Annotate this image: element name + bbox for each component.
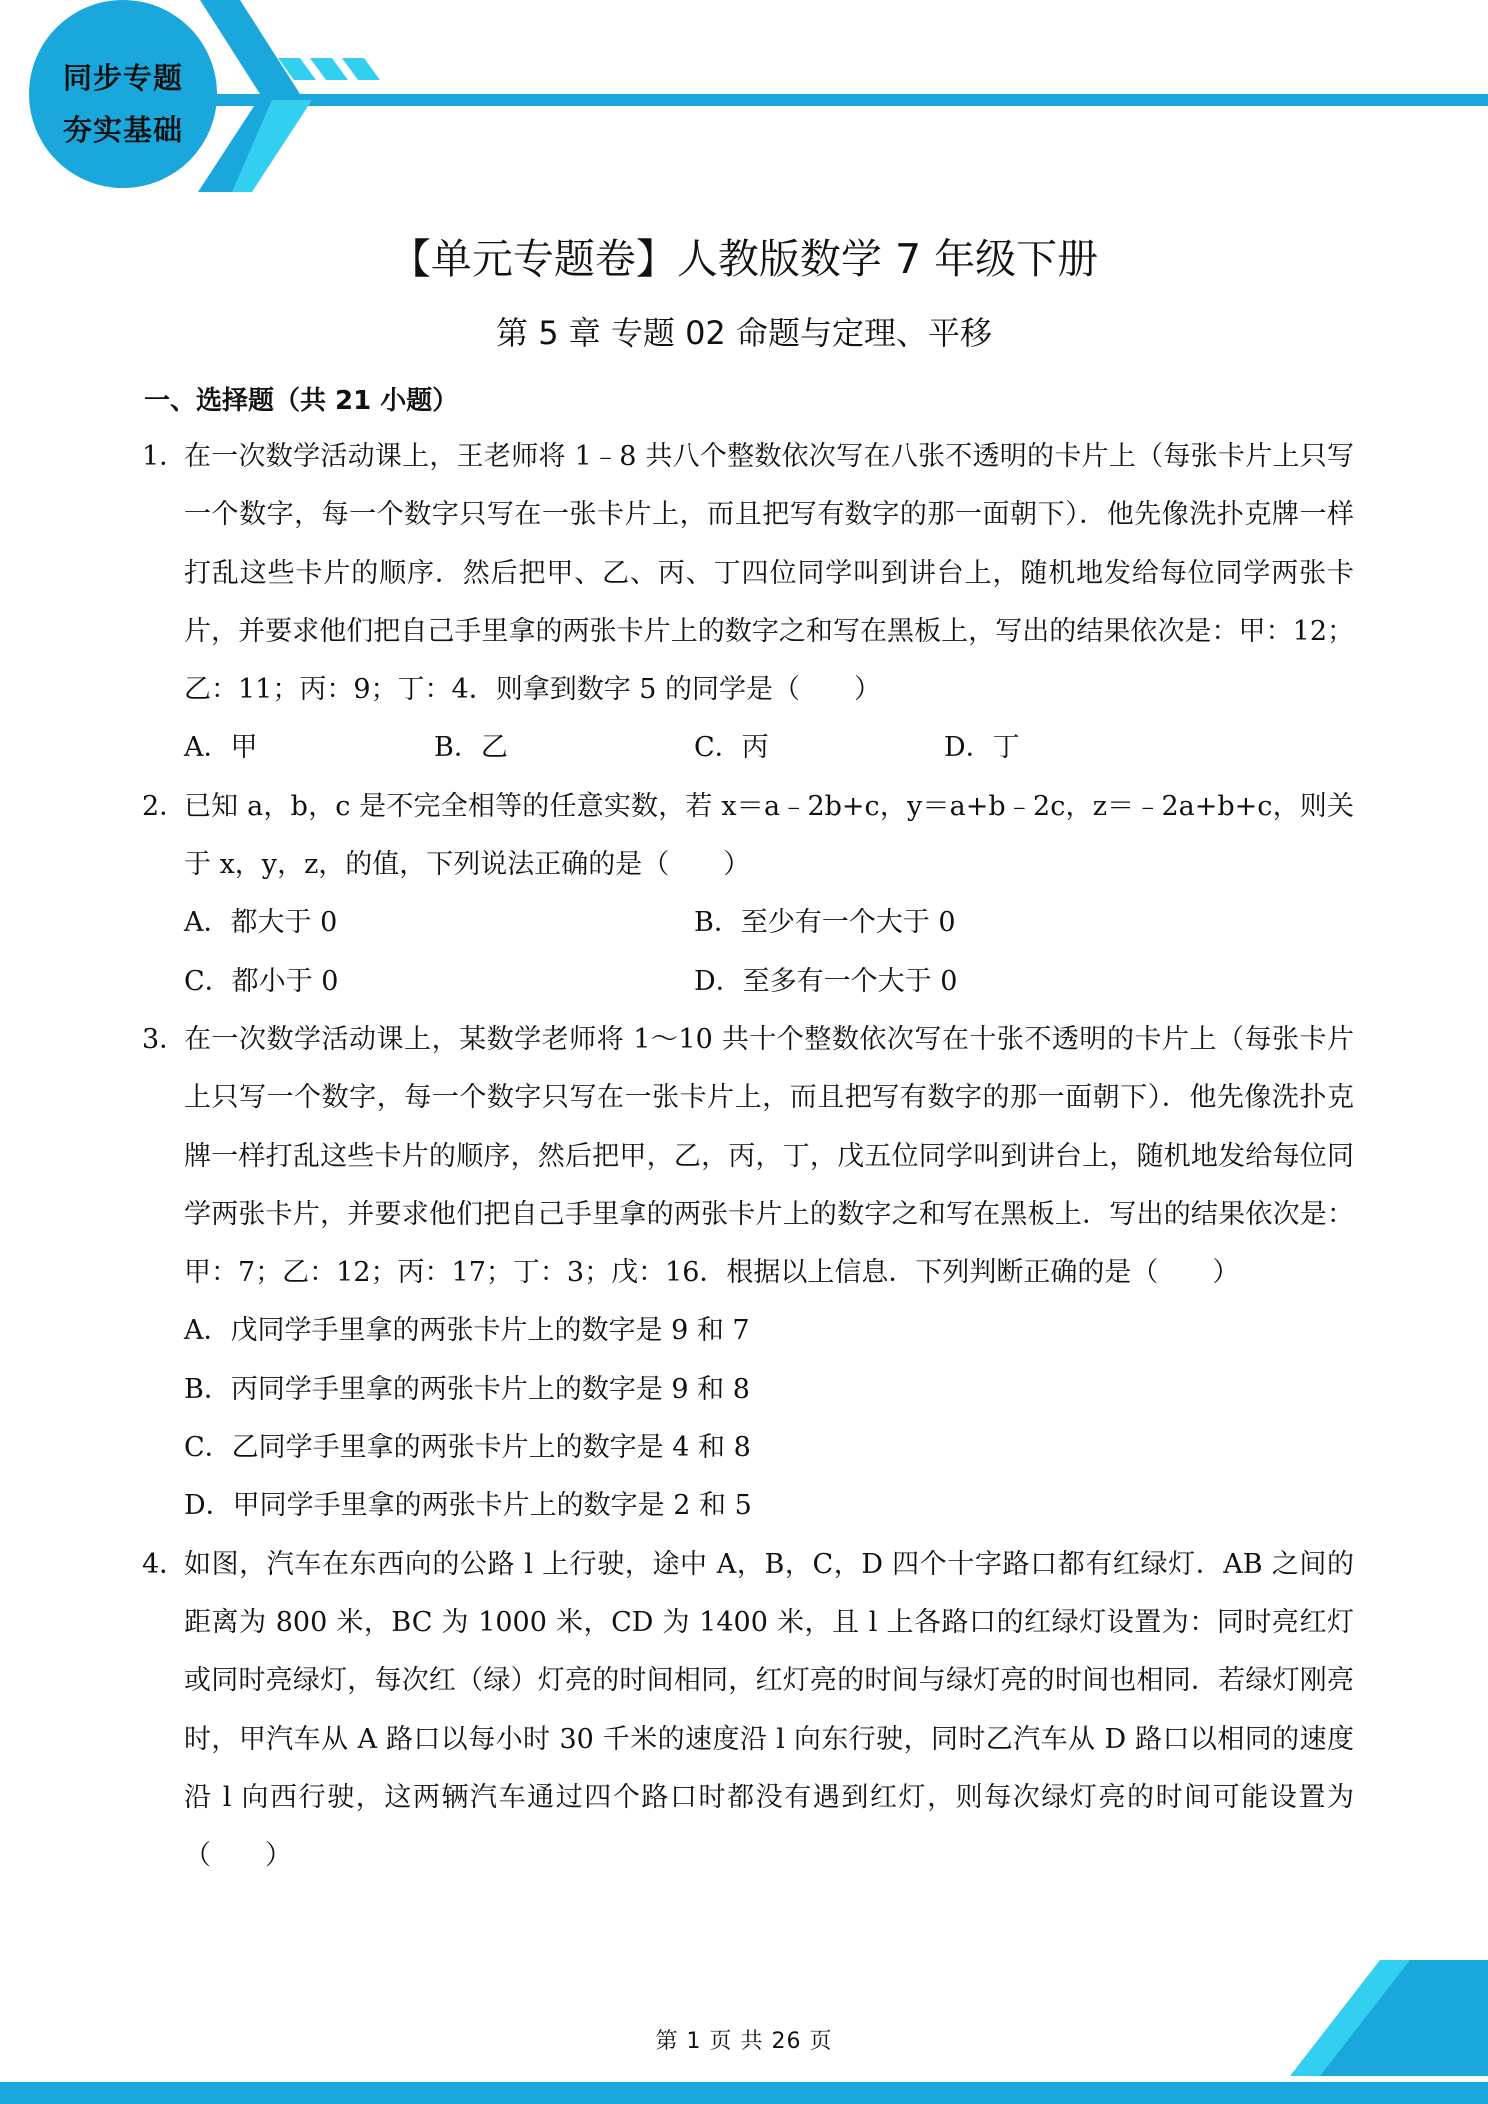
options-row <box>184 894 1354 952</box>
option-d: D．至多有一个大于 0 <box>694 965 958 997</box>
header-decoration <box>0 0 1488 200</box>
question-text: 在一次数学活动课上，某数学老师将 1～10 共十个整数依次写在十张不透明的卡片上（每张卡片上只写一个数字，每一个数字只写在一张卡片上，而且把写有数字的那一面朝下）．他先像洗扑克牌一样打乱这些卡片的顺序，然后把甲，乙，丙，丁，戊五位同学叫到讲台上，随机地发给每位同学两张卡片，并要求他们把自己手里拿的两张卡片上的数字之和写在黑板上．写出的结果依次是：甲：7；乙：12；丙：17；丁：3；戊：16．根据以上信息．下列判断正确的是（ ） <box>184 1023 1354 1289</box>
option-b: B．至少有一个大于 0 <box>694 907 956 939</box>
question-2 <box>142 778 1354 895</box>
badge-line1: 同步专题 <box>62 61 183 95</box>
option-d: D．丁 <box>944 732 1020 764</box>
question-3 <box>142 1011 1354 1302</box>
question-text: 在一次数学活动课上，王老师将 1﹣8 共八个整数依次写在八张不透明的卡片上（每张卡片上只写一个数字，每一个数字只写在一张卡片上，而且把写有数字的那一面朝下）．他先像洗扑克牌一样打乱这些卡片的顺序．然后把甲、乙、丙、丁四位同学叫到讲台上，随机地发给每位同学两张卡片，并要求他们把自己手里拿的两张卡片上的数字之和写在黑板上，写出的结果依次是：甲：12；乙：11；丙：9；丁：4．则拿到数字 5 的同学是（ ） <box>184 441 1354 706</box>
option-a: A．甲 <box>184 732 258 764</box>
question-number: 4． <box>142 1548 187 1580</box>
badge <box>38 52 208 156</box>
option-d: D．甲同学手里拿的两张卡片上的数字是 2 和 5 <box>184 1490 752 1522</box>
question-number: 3． <box>142 1023 187 1055</box>
option-c: C．都小于 0 <box>184 965 339 997</box>
badge-line2: 夯实基础 <box>62 113 183 147</box>
section-heading: 一、选择题（共 21 小题） <box>144 386 459 416</box>
options-row <box>184 953 1354 1011</box>
option-b: B．乙 <box>434 732 508 764</box>
question-number: 1． <box>142 441 187 472</box>
question-1 <box>142 428 1354 719</box>
option-b: B．丙同学手里拿的两张卡片上的数字是 9 和 8 <box>184 1373 750 1405</box>
question-list <box>142 428 1354 1885</box>
question-4 <box>142 1536 1354 1886</box>
page-subtitle: 第 5 章 专题 02 命题与定理、平移 <box>496 314 992 352</box>
question-number: 2． <box>142 790 187 822</box>
page-title: 【单元专题卷】人教版数学 7 年级下册 <box>389 235 1099 283</box>
option-a: A．都大于 0 <box>184 907 338 939</box>
option-c: C．乙同学手里拿的两张卡片上的数字是 4 和 8 <box>184 1432 751 1464</box>
option-c: C．丙 <box>694 732 769 764</box>
question-text: 如图，汽车在东西向的公路 l 上行驶，途中 A，B，C，D 四个十字路口都有红绿灯．AB 之间的距离为 800 米，BC 为 1000 米，CD 为 1400 米，且 l 上各路口的红绿灯设置为：同时亮红灯或同时亮绿灯，每次红（绿）灯亮的时间相同，红灯亮的时间与绿灯亮的时间也相同．若绿灯刚亮时，甲汽车从 A 路口以每小时 30 千米的速度沿 l 向东行驶，同时乙汽车从 D 路口以相同的速度沿 l 向西行驶，这两辆汽车通过四个路口时都没有遇到红灯，则每次绿灯亮的时间可能设置为（ ） <box>184 1548 1354 1872</box>
options-row <box>184 719 1354 777</box>
option-a: A．戊同学手里拿的两张卡片上的数字是 9 和 7 <box>184 1315 750 1347</box>
question-text: 已知 a，b，c 是不完全相等的任意实数，若 x＝a﹣2b+c，y＝a+b﹣2c，z＝﹣2a+b+c，则关于 x，y，z，的值，下列说法正确的是（ ） <box>184 790 1354 881</box>
page-number: 第 1 页 共 26 页 <box>655 2029 833 2054</box>
